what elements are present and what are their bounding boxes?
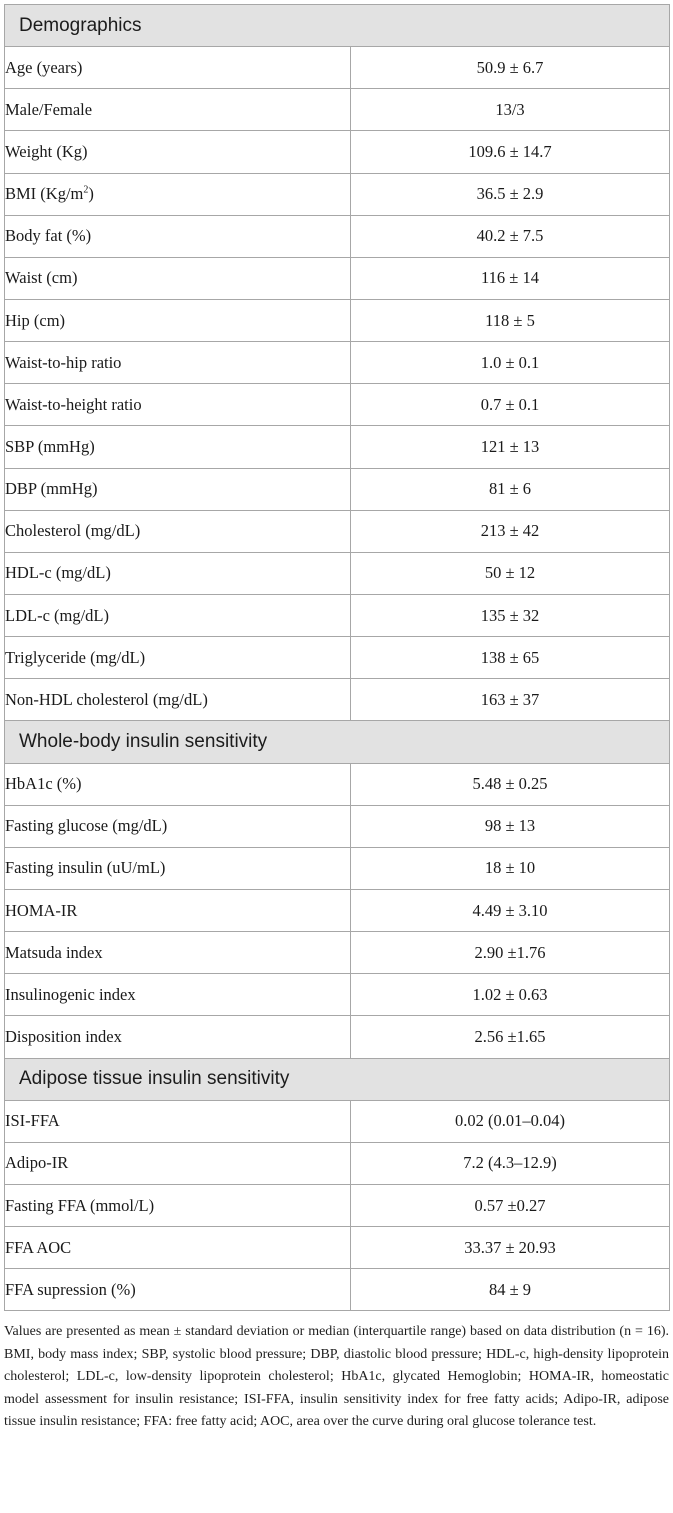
row-label: FFA supression (%) <box>5 1269 351 1311</box>
section-header-row <box>5 1058 670 1100</box>
row-label: HbA1c (%) <box>5 763 351 805</box>
row-value: 13/3 <box>351 89 670 131</box>
row-label: Matsuda index <box>5 932 351 974</box>
row-value: 0.02 (0.01–0.04) <box>351 1100 670 1142</box>
row-label: HOMA-IR <box>5 889 351 931</box>
table-row <box>5 763 670 805</box>
row-label-suffix: ) <box>88 184 94 204</box>
row-value: 36.5 ± 2.9 <box>351 173 670 215</box>
table-row <box>5 805 670 847</box>
section-title: Adipose tissue insulin sensitivity <box>5 1058 670 1100</box>
table-row <box>5 679 670 721</box>
row-label: Adipo-IR <box>5 1142 351 1184</box>
row-value: 7.2 (4.3–12.9) <box>351 1142 670 1184</box>
row-label: HDL-c (mg/dL) <box>5 552 351 594</box>
table-row <box>5 173 670 215</box>
table-row <box>5 47 670 89</box>
table-row <box>5 637 670 679</box>
row-label: Waist-to-hip ratio <box>5 342 351 384</box>
row-value: 33.37 ± 20.93 <box>351 1227 670 1269</box>
row-label <box>5 173 351 215</box>
table-row <box>5 384 670 426</box>
row-value: 2.90 ±1.76 <box>351 932 670 974</box>
row-value: 2.56 ±1.65 <box>351 1016 670 1058</box>
table-row <box>5 468 670 510</box>
table-row <box>5 1269 670 1311</box>
table-row <box>5 1184 670 1226</box>
row-label: LDL-c (mg/dL) <box>5 594 351 636</box>
table-body <box>5 5 670 1311</box>
table-row <box>5 932 670 974</box>
table-row <box>5 510 670 552</box>
row-value: 121 ± 13 <box>351 426 670 468</box>
table-row <box>5 215 670 257</box>
row-value: 40.2 ± 7.5 <box>351 215 670 257</box>
table-row <box>5 552 670 594</box>
row-label: Fasting glucose (mg/dL) <box>5 805 351 847</box>
table-row <box>5 594 670 636</box>
section-title: Demographics <box>5 5 670 47</box>
superscript: 2 <box>83 184 89 196</box>
table-row <box>5 974 670 1016</box>
row-value: 5.48 ± 0.25 <box>351 763 670 805</box>
row-value: 18 ± 10 <box>351 847 670 889</box>
table-row <box>5 257 670 299</box>
table-row <box>5 299 670 341</box>
row-label: Male/Female <box>5 89 351 131</box>
row-label: Hip (cm) <box>5 299 351 341</box>
table-row <box>5 1016 670 1058</box>
characteristics-table <box>4 4 670 1311</box>
row-value: 116 ± 14 <box>351 257 670 299</box>
row-value: 50 ± 12 <box>351 552 670 594</box>
row-label: Triglyceride (mg/dL) <box>5 637 351 679</box>
row-label: SBP (mmHg) <box>5 426 351 468</box>
row-label: FFA AOC <box>5 1227 351 1269</box>
row-value: 163 ± 37 <box>351 679 670 721</box>
row-value: 0.7 ± 0.1 <box>351 384 670 426</box>
table-row <box>5 89 670 131</box>
row-value: 1.02 ± 0.63 <box>351 974 670 1016</box>
table-footnote: Values are presented as mean ± standard deviation or median (interquartile range) based on data distribution (n = 16). BMI, body mass index; SBP, systolic blood pressure; DBP, diastolic blood pressure; HDL-c, high-density lipoprotein cholesterol; LDL-c, low-density lipoprotein cholesterol; HbA1c, glycated Hemoglobin; HOMA-IR, homeostatic model assessment for insulin resistance; ISI-FFA, insulin sensitivity index for free fatty acids; Adipo-IR, adipose tissue insulin resistance; FFA: free fatty acid; AOC, area over the curve during oral glucose tolerance test. <box>4 1324 669 1430</box>
row-label: Body fat (%) <box>5 215 351 257</box>
row-value: 0.57 ±0.27 <box>351 1184 670 1226</box>
row-label: Waist (cm) <box>5 257 351 299</box>
row-label: Cholesterol (mg/dL) <box>5 510 351 552</box>
table-row <box>5 342 670 384</box>
document <box>4 4 669 1434</box>
table-row <box>5 1142 670 1184</box>
row-value: 109.6 ± 14.7 <box>351 131 670 173</box>
row-label: Waist-to-height ratio <box>5 384 351 426</box>
table-row <box>5 1227 670 1269</box>
row-label-text: BMI (Kg/m <box>5 184 84 204</box>
section-header-row <box>5 5 670 47</box>
table-row <box>5 426 670 468</box>
row-value: 213 ± 42 <box>351 510 670 552</box>
table-row <box>5 1100 670 1142</box>
row-label: Disposition index <box>5 1016 351 1058</box>
row-value: 138 ± 65 <box>351 637 670 679</box>
table-row <box>5 131 670 173</box>
section-header-row <box>5 721 670 763</box>
row-value: 118 ± 5 <box>351 299 670 341</box>
table-row <box>5 847 670 889</box>
row-label: Non-HDL cholesterol (mg/dL) <box>5 679 351 721</box>
row-value: 4.49 ± 3.10 <box>351 889 670 931</box>
row-value: 98 ± 13 <box>351 805 670 847</box>
row-label: Age (years) <box>5 47 351 89</box>
row-label: Insulinogenic index <box>5 974 351 1016</box>
row-value: 81 ± 6 <box>351 468 670 510</box>
row-label: ISI-FFA <box>5 1100 351 1142</box>
row-label: DBP (mmHg) <box>5 468 351 510</box>
row-label: Weight (Kg) <box>5 131 351 173</box>
row-value: 135 ± 32 <box>351 594 670 636</box>
row-value: 1.0 ± 0.1 <box>351 342 670 384</box>
row-label: Fasting FFA (mmol/L) <box>5 1184 351 1226</box>
row-value: 50.9 ± 6.7 <box>351 47 670 89</box>
table-row <box>5 889 670 931</box>
section-title: Whole-body insulin sensitivity <box>5 721 670 763</box>
row-label: Fasting insulin (uU/mL) <box>5 847 351 889</box>
row-value: 84 ± 9 <box>351 1269 670 1311</box>
